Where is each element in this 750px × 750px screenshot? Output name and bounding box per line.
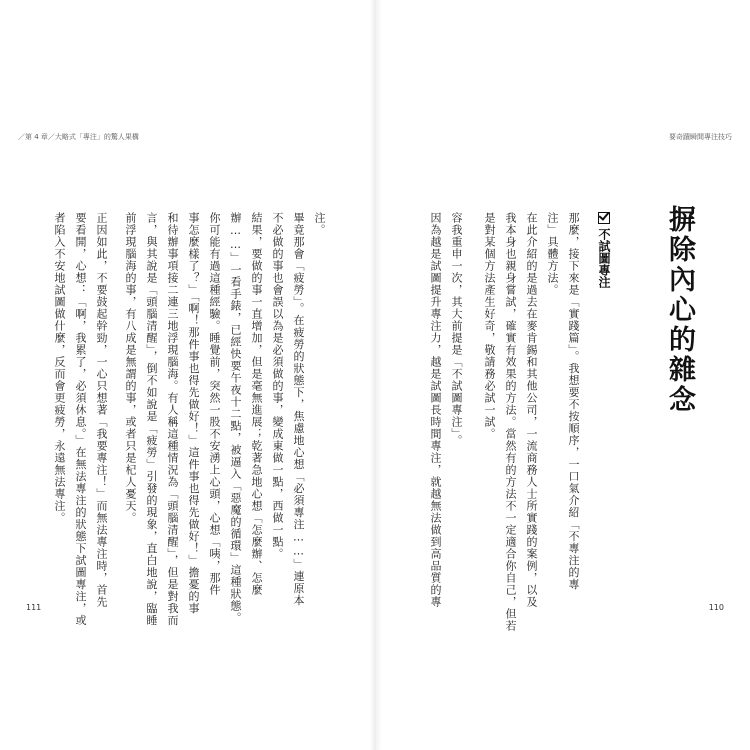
right-text-line: 因為越是試圖提升專注力，越是試圖長時間專注，就越無法做到高品質的專 (429, 212, 442, 608)
left-text-line: 言，與其說是「頭腦清醒」，倒不如說是「疲勞」引發的現象，直白地說，臨睡 (145, 212, 158, 627)
left-text-line: 辦……」一看手錶，已經快要午夜十二點，被逼入「惡魔的循環」這種狀態。 (229, 212, 242, 624)
left-text-line: 要看開，心想：「啊，我累了，必須休息。」在無法專注的狀態下試圖專注，或 (74, 212, 87, 627)
right-text-line: 容我重申一次，其大前提是「不試圖專注」。 (450, 212, 463, 447)
left-text-line: 前浮現腦海的事，有八成是無謂的事，或者只是杞人憂天。 (124, 212, 137, 524)
left-text-line: 你可能有過這種經驗。睡覺前，突然一股不安湧上心頭，心想「咦，那件 (208, 212, 221, 596)
right-running-head: 要奇蹟瞬間專注技巧 (669, 133, 732, 141)
left-text-line: 不必做的事也會誤以為是必須做的事，變成東做一點，西做一點。 (271, 212, 284, 560)
left-text-line: 正因如此，不要鼓起幹勁，一心只想著「我要專注！」而無法專注時，首先 (95, 212, 108, 608)
left-text-line: 畢竟那會「疲勞」。在疲勞的狀態下，焦慮地心想「必須專注……」連原本 (292, 212, 305, 607)
left-text-line: 結果，要做的事一直增加，但是毫無進展；乾著急地心想「怎麼辦、怎麼 (250, 212, 263, 596)
right-text-line: 是對某個方法產生好奇，敬請務必試一試。 (483, 212, 496, 440)
left-text-line: 者陷入不安地試圖做什麼，反而會更疲勞，永遠無法專注。 (53, 212, 66, 524)
left-text-line: 注。 (313, 212, 326, 236)
right-text-line: 在此介紹的是過去在麥肯錫和其他公司，一流商務人士所實踐的案例，以及 (525, 212, 538, 608)
subheading-text: 不試圖專注 (597, 228, 611, 288)
left-running-head: ／第 4 章／大略式「專注」的驚人果構 (18, 133, 139, 141)
book-gutter (370, 0, 382, 750)
left-page-number: 111 (26, 603, 42, 612)
left-text-line: 事怎麼樣了？」「啊！那件事也得先做好！」這件事也得先做好！」擔憂的事 (187, 212, 200, 615)
subheading (595, 212, 613, 288)
right-text-line: 我本身也親身嘗試，確實有效果的方法。當然有的方法不一定適合你自己，但若 (504, 212, 517, 632)
checkbox-icon (598, 212, 610, 224)
left-text-line: 和待辦事項接二連三地浮現腦海。有人稱這種情況為「頭腦清醒」，但是對我而 (166, 212, 179, 627)
right-page-number: 110 (708, 603, 724, 612)
right-text-line: 注」具體方法。 (546, 212, 559, 296)
section-title: 摒除內心的雜念 (664, 205, 695, 415)
right-text-line: 那麼，接下來是「實踐篇」。我想要不按順序，一口氣介紹「不專注的專 (567, 212, 580, 591)
